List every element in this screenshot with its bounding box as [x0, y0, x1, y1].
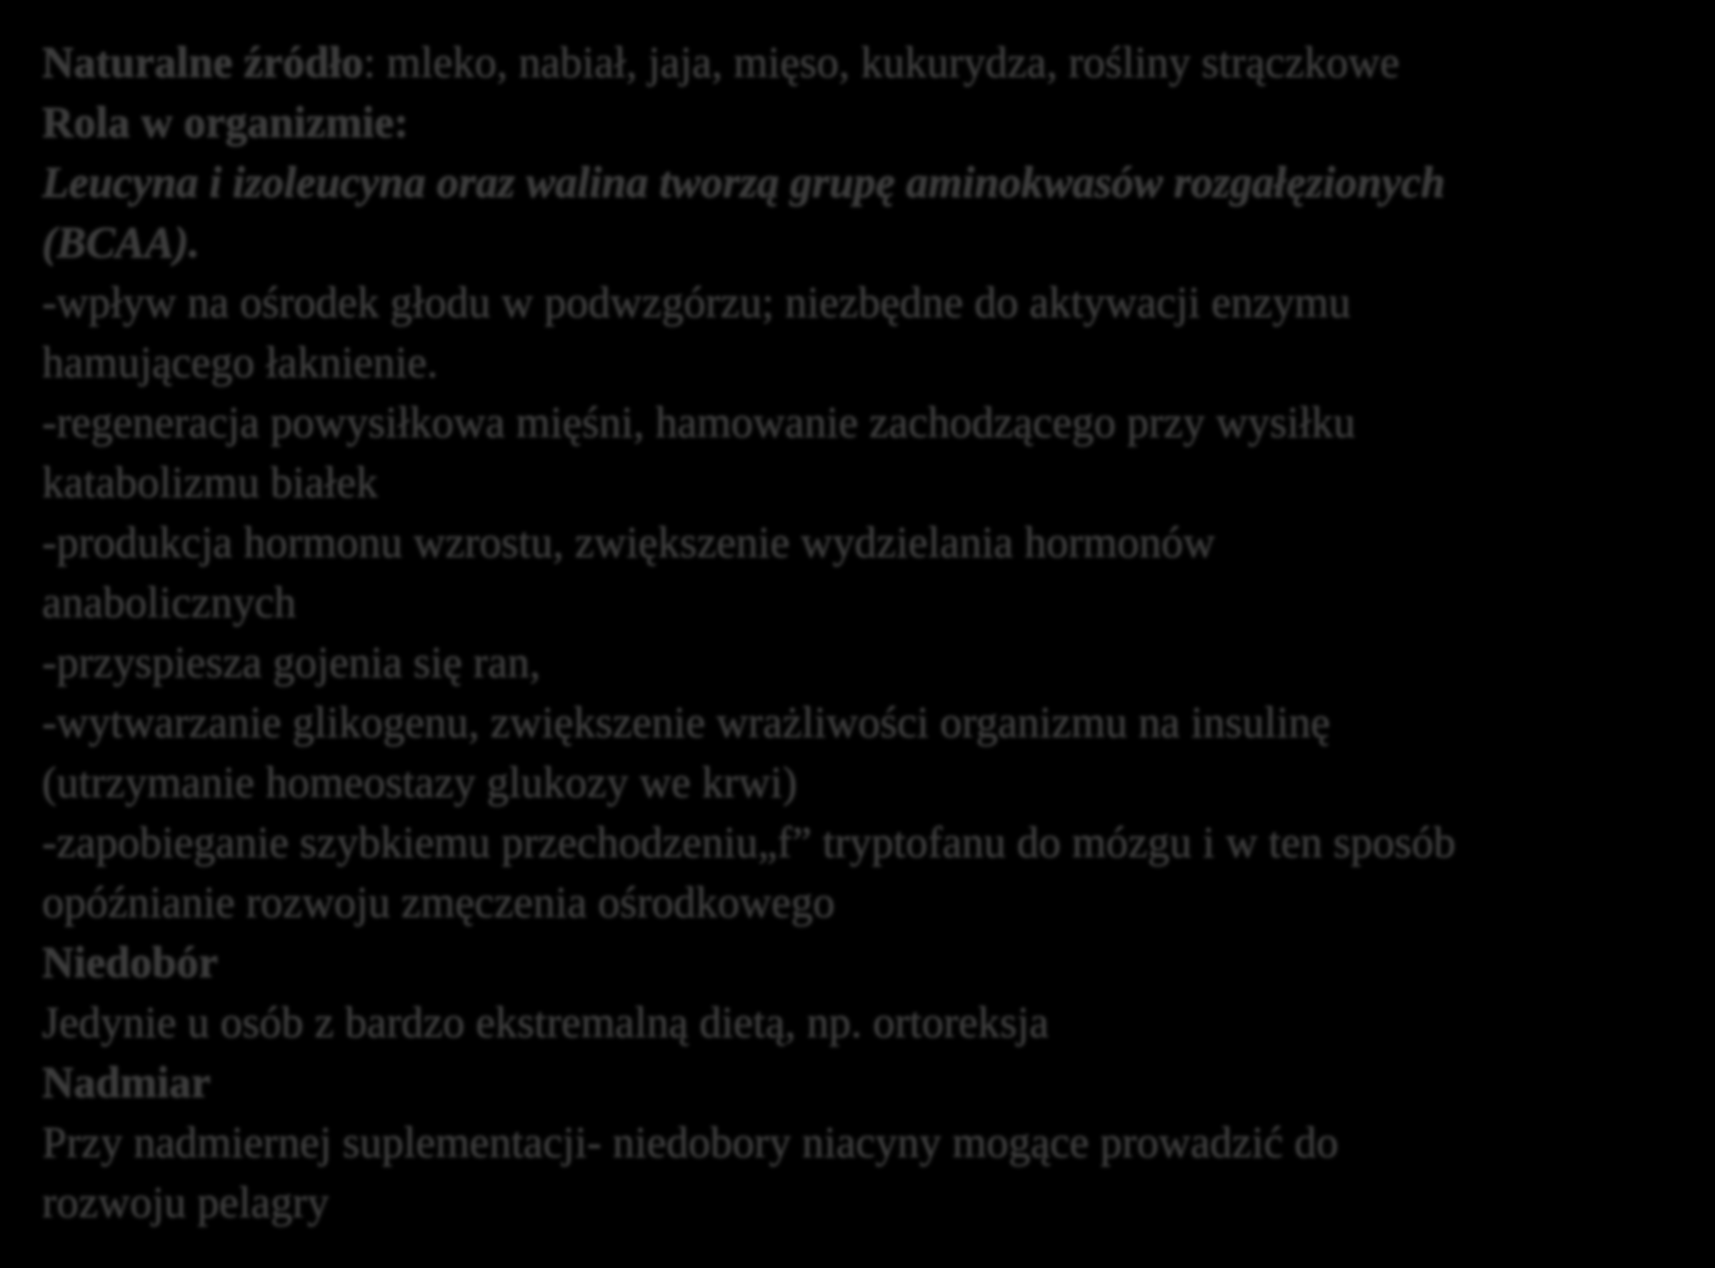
source-line — [42, 33, 1682, 93]
deficiency-heading: Niedobór — [42, 938, 218, 987]
role-intro-line-1: Leucyna i izoleucyna oraz walina tworzą grupę aminokwasów rozgałęzionych — [42, 158, 1446, 207]
role-line: -wpływ na ośrodek głodu w podwzgórzu; niezbędne do aktywacji enzymu — [42, 278, 1351, 327]
role-heading: Rola w organizmie: — [42, 98, 409, 147]
excess-text-line-2: rozwoju pelagry — [42, 1178, 330, 1227]
excess-text-line-1: Przy nadmiernej suplementacji- niedobory niacyny mogące prowadzić do — [42, 1118, 1339, 1167]
role-line: opóźnianie rozwoju zmęczenia ośrodkowego — [42, 878, 835, 927]
role-line: hamującego łaknienie. — [42, 338, 438, 387]
role-line: -regeneracja powysiłkowa mięśni, hamowanie zachodzącego przy wysiłku — [42, 398, 1356, 447]
role-line: -zapobieganie szybkiemu przechodzeniu„f” tryptofanu do mózgu i w ten sposób — [42, 818, 1456, 867]
source-text: : mleko, nabiał, jaja, mięso, kukurydza, rośliny strączkowe — [363, 38, 1400, 87]
role-line: -wytwarzanie glikogenu, zwiększenie wrażliwości organizmu na insulinę — [42, 698, 1331, 747]
source-label: Naturalne źródło — [42, 38, 364, 87]
role-line: katabolizmu białek — [42, 458, 378, 507]
deficiency-text: Jedynie u osób z bardzo ekstremalną dietą, np. ortoreksja — [42, 998, 1049, 1047]
role-line: anabolicznych — [42, 578, 297, 627]
role-line: (utrzymanie homeostazy glukozy we krwi) — [42, 758, 798, 807]
role-line: -produkcja hormonu wzrostu, zwiększenie wydzielania hormonów — [42, 518, 1215, 567]
slide-text-body — [42, 33, 1682, 1233]
role-intro-line-2: (BCAA). — [42, 218, 200, 267]
role-line: -przyspiesza gojenia się ran, — [42, 638, 541, 687]
excess-heading: Nadmiar — [42, 1058, 211, 1107]
